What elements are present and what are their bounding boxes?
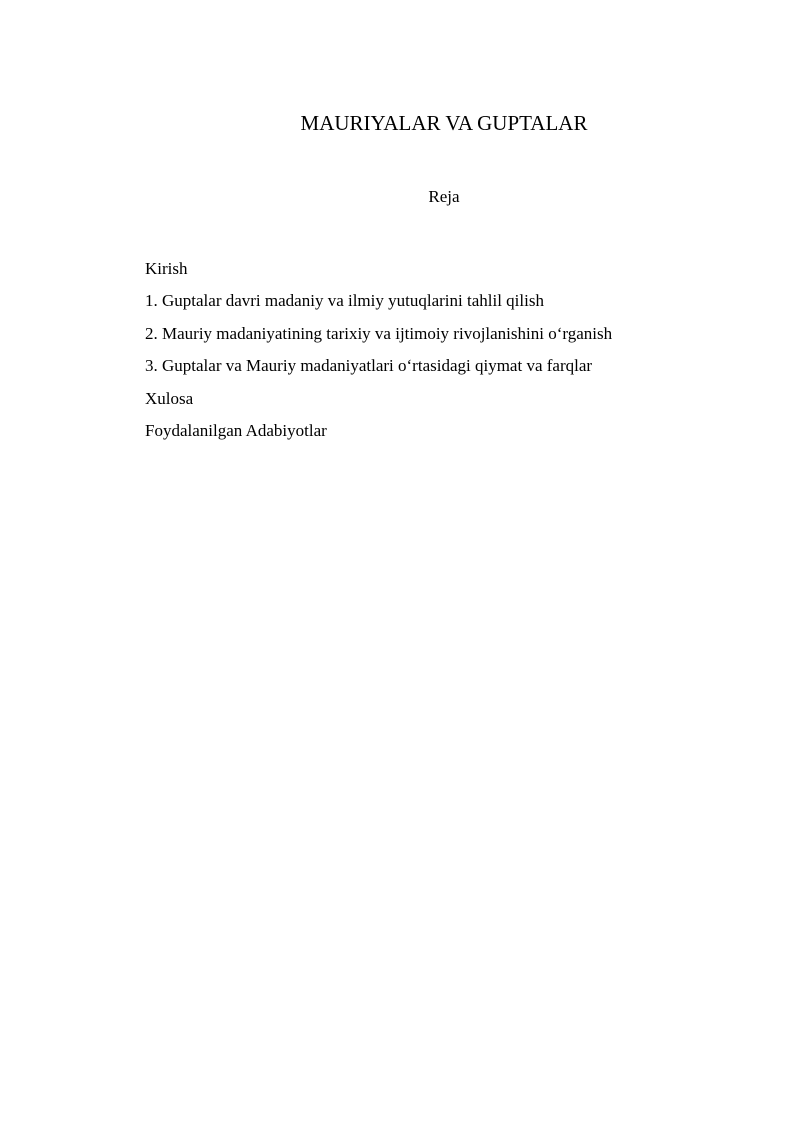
table-of-contents — [145, 258, 765, 452]
toc-item-introduction: Kirish — [145, 259, 188, 278]
plan-heading: Reja — [428, 187, 460, 206]
document-title: MAURIYALAR VA GUPTALAR — [300, 111, 588, 135]
toc-item-2: 2. Mauriy madaniyatining tarixiy va ijtimoiy rivojlanishini o‘rganish — [145, 323, 613, 343]
toc-item-conclusion: Xulosa — [145, 388, 194, 408]
toc-item-3: 3. Guptalar va Mauriy madaniyatlari o‘rtasidagi qiymat va farqlar — [145, 356, 593, 376]
toc-item-1: 1. Guptalar davri madaniy va ilmiy yutuqlarini tahlil qilish — [145, 291, 544, 311]
toc-item-references: Foydalanilgan Adabiyotlar — [145, 420, 327, 440]
